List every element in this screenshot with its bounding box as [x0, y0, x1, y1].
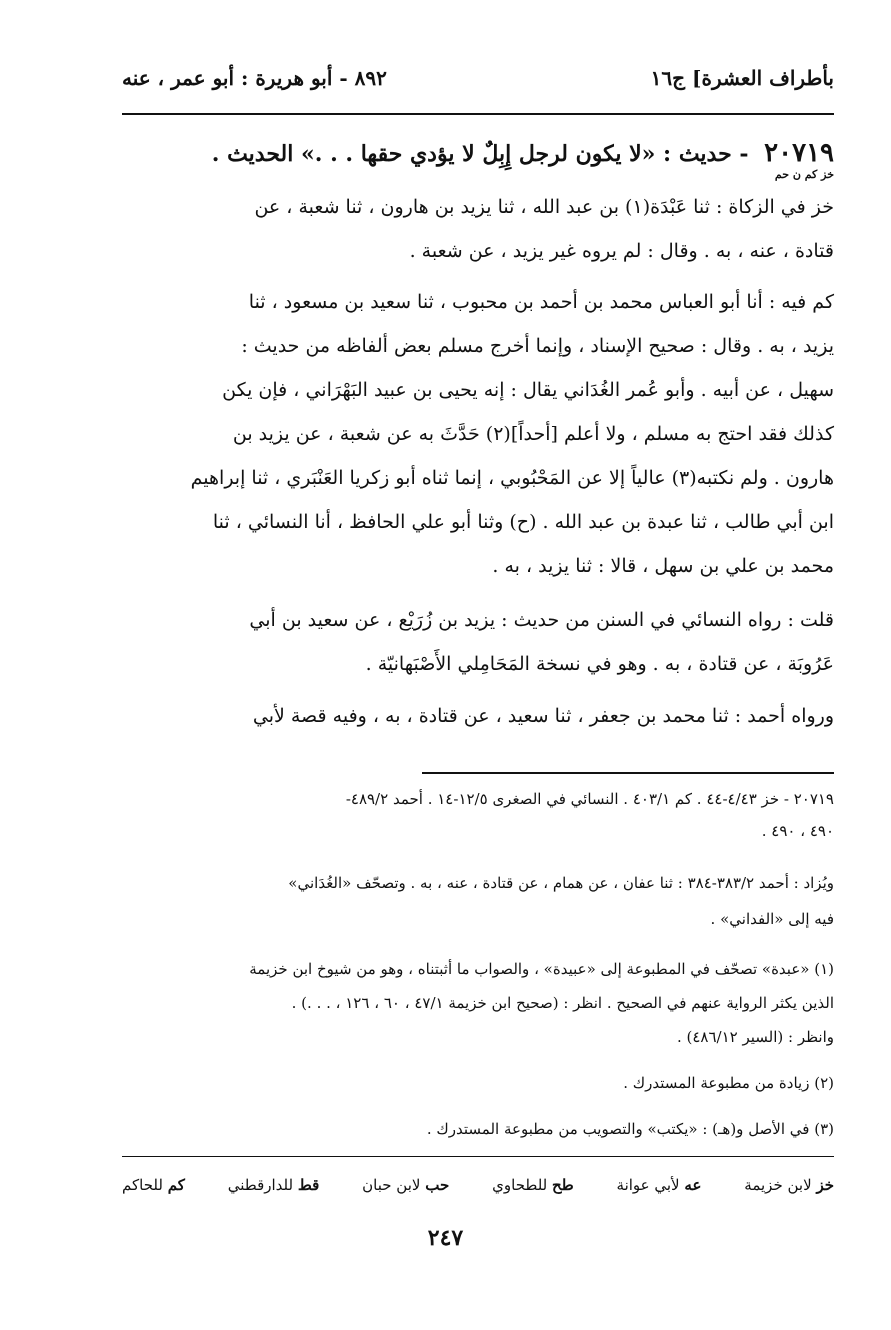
footnote-line: وانظر : (السير ٤٨٦/١٢) .: [676, 1028, 834, 1046]
footnote-line: (٢) زيادة من مطبوعة المستدرك .: [623, 1074, 834, 1092]
body-line: عَرُوبَة ، عن قتادة ، به . وهو في نسخة المَحَامِلي الأَصْبَهانيّة .: [365, 653, 834, 675]
body-line: يزيد ، به . وقال : صحيح الإسناد ، وإنما أخرج مسلم بعض ألفاظه من حديث :: [241, 335, 834, 357]
legend-item: خز لابن خزيمة: [744, 1176, 834, 1194]
footnote-line: (٣) في الأصل و(هـ) : «يكتب» والتصويب من مطبوعة المستدرك .: [426, 1120, 834, 1138]
footnote-rule: [422, 772, 834, 774]
body-line: كذلك فقد احتج به مسلم ، ولا أعلم [أحداً](٢) حَدَّثَ به عن شعبة ، عن يزيد بن: [232, 423, 834, 445]
body-line: قتادة ، عنه ، به . وقال : لم يروه غير يزيد ، عن شعبة .: [409, 240, 834, 262]
running-header: [122, 58, 834, 98]
hadith-number: ٢٠٧١٩: [764, 138, 834, 168]
sigla-legend: [122, 1170, 834, 1200]
footnote-line: الذين يكثر الرواية عنهم في الصحيح . انظر : (صحيح ابن خزيمة ٤٧/١ ، ٦٠ ، ١٢٦ ، . . .) .: [291, 994, 834, 1012]
body-line: كم فيه : أنا أبو العباس محمد بن أحمد بن محبوب ، ثنا سعيد بن مسعود ، ثنا: [248, 291, 834, 313]
body-line: ابن أبي طالب ، ثنا عبدة بن عبد الله . (ح) وثنا أبو علي الحافظ ، أنا النسائي ، ثنا: [212, 511, 834, 533]
footnote-line: ٢٠٧١٩ - خز ٤/٤٣-٤٤ . كم ٤٠٣/١ . النسائي في الصغرى ١٢/٥-١٤ . أحمد ٤٨٩/٢-: [345, 790, 834, 808]
header-book-title: بأطراف العشرة] ج١٦: [650, 66, 834, 90]
footnote-line: فيه إلى «الفداني» .: [710, 910, 834, 928]
body-line: ورواه أحمد : ثنا محمد بن جعفر ، ثنا سعيد ، عن قتادة ، به ، وفيه قصة لأبي: [252, 705, 834, 727]
legend-item: قط للدارقطني: [227, 1176, 320, 1194]
body-line: قلت : رواه النسائي في السنن من حديث : يزيد بن زُرَيْع ، عن سعيد بن أبي: [249, 609, 834, 631]
legend-item: حب لابن حبان: [362, 1176, 450, 1194]
page-number: ٢٤٧: [427, 1225, 464, 1251]
legend-item: عه لأبي عوانة: [616, 1176, 702, 1194]
body-line: خز في الزكاة : ثنا عَبْدَة(١) بن عبد الله ، ثنا يزيد بن هارون ، ثنا شعبة ، عن: [254, 196, 834, 218]
legend-item: طح للطحاوي: [492, 1176, 574, 1194]
body-line: سهيل ، عن أبيه . وأبو عُمر الغُدَاني يقال : إنه يحيى بن عبيد البَهْرَاني ، فإن يكن: [222, 379, 834, 401]
legend-rule: [122, 1156, 834, 1157]
legend-item: كم للحاكم: [122, 1176, 185, 1194]
header-rule: [122, 113, 834, 115]
footnote-line: ويُزاد : أحمد ٣٨٣/٢-٣٨٤ : ثنا عفان ، عن همام ، عن قتادة ، عنه ، به . وتصحّف «الغُدَاني»: [288, 874, 834, 892]
footnote-line: (١) «عبدة» تصحّف في المطبوعة إلى «عبيدة» ، والصواب ما أثبتناه ، وهو من شيوخ ابن خزيمة: [249, 960, 834, 978]
hadith-title-text: - حديث : «لا يكون لرجل إِبِلٌ لا يؤدي حقها . . .» الحديث .: [211, 141, 749, 167]
header-section-title: ٨٩٢ - أبو هريرة : أبو عمر ، عنه: [122, 66, 387, 90]
body-line: محمد بن علي بن سهل ، قالا : ثنا يزيد ، به .: [492, 555, 834, 577]
footnote-line: ٤٩٠ ، ٤٩٠ .: [761, 822, 834, 840]
hadith-heading: [122, 138, 834, 168]
body-line: هارون . ولم نكتبه(٣) عالياً إلا عن المَحْبُوبي ، إنما ثناه أبو زكريا العَنْبَري ، ثنا إبراهيم: [190, 467, 834, 489]
hadith-sigla: خز كم ن حم: [774, 168, 834, 181]
